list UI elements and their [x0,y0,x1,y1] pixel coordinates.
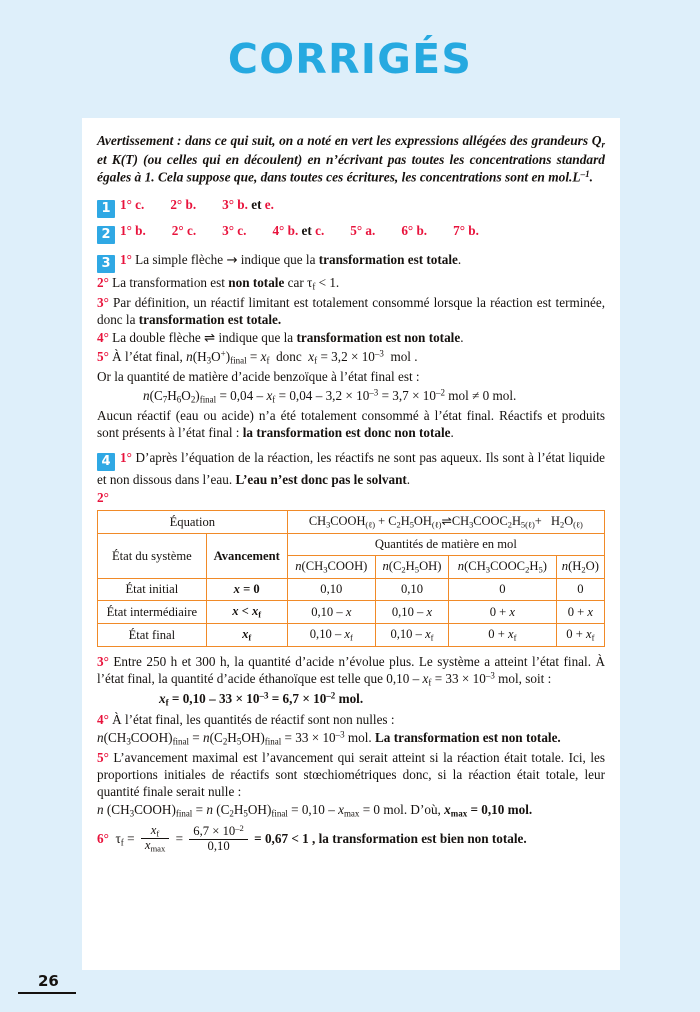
exercise-4-q2-label: 2° [97,490,109,506]
value-cell: 0 + x [556,600,604,623]
exercise-4-q1: 4 1° D’après l’équation de la réaction, les réactifs ne sont pas aqueux. Ils sont à l’état liquide et non dissous dans l’eau. L’eau n’est donc pas le solvant. [97,450,605,488]
page-number: 26 [38,972,59,990]
page-title: CORRIGÉS [227,35,473,83]
page-footer [18,972,80,994]
value-cell: 0 + x [449,600,557,623]
page-title-band [0,0,700,118]
state-cell: État final [98,623,207,646]
state-cell: État initial [98,579,207,600]
value-cell: $0,10 - x_f$ [287,623,375,646]
table-row-equation [98,511,605,534]
exercise-3-q4: 4° La double flèche ⇌ indique que la transformation est non totale. [97,330,464,347]
exercise-4-q4-equation: $n(CH_3COOH)_{final} = n(C_2H_5OH)_{final} = 33 \times 10^{-3}$ mol. La transformation est non totale. [97,729,561,747]
value-cell: 0,10 [287,579,375,600]
species-header-ch3cooh: $n(CH_3COOH)$ [287,555,375,578]
advancement-cell: x = 0 [206,579,287,600]
equation-label-cell: Équation [98,511,288,534]
state-header-cell: État du système [98,534,207,579]
fraction-numeric: $\frac{6,7 \times 10^{-2}}{0,10}$ [189,824,248,853]
footer-rule [18,992,76,994]
warning-note: Avertissement : dans ce qui suit, on a noté en vert les expressions allégées des grandeurs $Q_r$ et K(T) (ou celles qui en découlent) en n’écrivant pas toutes les concentrations standard égales à 1. Cela suppose que, dans toutes ces écritures, les concentrations sont en $mol.L^{-1}$. [97,133,606,185]
advancement-header-cell: Avancement [206,534,287,579]
value-cell: 0,10 – x [287,600,375,623]
value-cell: 0 [556,579,604,600]
equation-text-cell: $CH_3COOH_{(\ell)}$ + $C_2H_5OH_{(\ell)}\rightleftharpoons CH_3COOC_2H_{5(\ell)}+ H_2O_{(\ell)}$ [287,511,604,534]
exercise-number-badge-1: 1 [97,200,115,218]
species-header-ester: $n(CH_3COOC_2H_5)$ [449,555,557,578]
exercise-2-answers: 2 1° b. 2° c. 3° c. 4° b. et c. 5° a. 6° b. 7° b. [97,222,605,244]
exercise-number-badge-2: 2 [97,226,115,244]
exercise-3-q5-line2: Or la quantité de matière d’acide benzoïque à l’état final est : [97,369,420,385]
state-cell: État intermédiaire [98,600,207,623]
advancement-cell: $x < x_f$ [206,600,287,623]
exercise-1-answers: 1 1° c. 2° b. 3° b. et e. [97,196,605,218]
exercise-4-q5: 5° L’avancement maximal est l’avancement qui serait atteint si la réaction était totale. Ici, les proportions initiales de réactifs sont stœchiométriques donc, si la réaction était totale, leur quantité finale serait nulle : [97,749,605,800]
exercise-3-q3: 3° Par définition, un réactif limitant est totalement consommé lorsque la réaction est terminée, donc la transformation est totale. [97,294,605,327]
value-cell: $0 + x_f$ [556,623,604,646]
value-cell: $0,10 - x_f$ [375,623,448,646]
table-row [98,579,605,600]
exercise-3-q1: 3 1° La simple flèche → indique que la transformation est totale. [97,251,605,273]
exercise-4-q3-equation: $x_f = 0,10 - 33 \times 10^{-3} = 6,7 \times 10^{-2}$ mol. [159,691,364,708]
advancement-cell: $x_f$ [206,623,287,646]
exercise-3-q5-line3: Aucun réactif (eau ou acide) n’a été totalement consommé à l’état final. Réactifs et produits sont présents à l’état final : la transformation est donc non totale. [97,407,605,440]
species-header-h2o: $n(H_2O)$ [556,555,604,578]
exercise-number-badge-3: 3 [97,255,115,273]
exercise-4-q4: 4° À l’état final, les quantités de réactif sont non nulles : [97,711,395,727]
value-cell: 0,10 – x [375,600,448,623]
exercise-3-q5: 5° À l’état final, $n(H_3O^+)_{final} = x_f$ donc $x_f = 3,2 \times 10^{-3}$ mol . [97,349,418,366]
exercise-number-badge-4: 4 [97,453,115,471]
table-row [98,623,605,646]
exercise-3-q5-equation: $n(C_7H_6O_2)_{final} = 0,04 - x_f = 0,04 - 3,2 \times 10^{-3} = 3,7 \times 10^{-2}$ mol ≠ 0 mol. [143,387,517,405]
content-sheet [82,118,620,970]
table-row [98,600,605,623]
species-header-c2h5oh: $n(C_2H_5OH)$ [375,555,448,578]
exercise-4-q5-equation: n $(CH_3COOH)_{final} = n$ $(C_2H_5OH)_{final} = 0,10 - x_{max} = 0$ mol. D’où, $x_{max} = 0,10$ mol. [97,802,533,819]
advancement-table [97,510,605,647]
exercise-3-q2: 2° La transformation est non totale car $\tau_f < 1$. [97,274,340,292]
value-cell: 0,10 [375,579,448,600]
fraction-xf-over-xmax: $\frac{x_f}{x_{max}}$ [141,824,169,854]
quantities-header-cell: Quantités de matière en mol [287,534,604,555]
exercise-4-q3: 3° Entre 250 h et 300 h, la quantité d’acide n’évolue plus. Le système a atteint l’état final. À l’état final, la quantité d’acide éthanoïque est telle que $0,10 - x_f = 33 \times 10^{-3}$ mol, soit : [97,654,605,688]
exercise-4-q6: 6° $\tau_f$ = $\frac{x_f}{x_{max}}$ = $\frac{6,7 \times 10^{-2}}{0,10}$ = 0,67 < 1 , la transformation est bien non totale. [97,822,527,854]
value-cell: $0 + x_f$ [449,623,557,646]
table-row-quantities-header [98,534,605,555]
value-cell: 0 [449,579,557,600]
